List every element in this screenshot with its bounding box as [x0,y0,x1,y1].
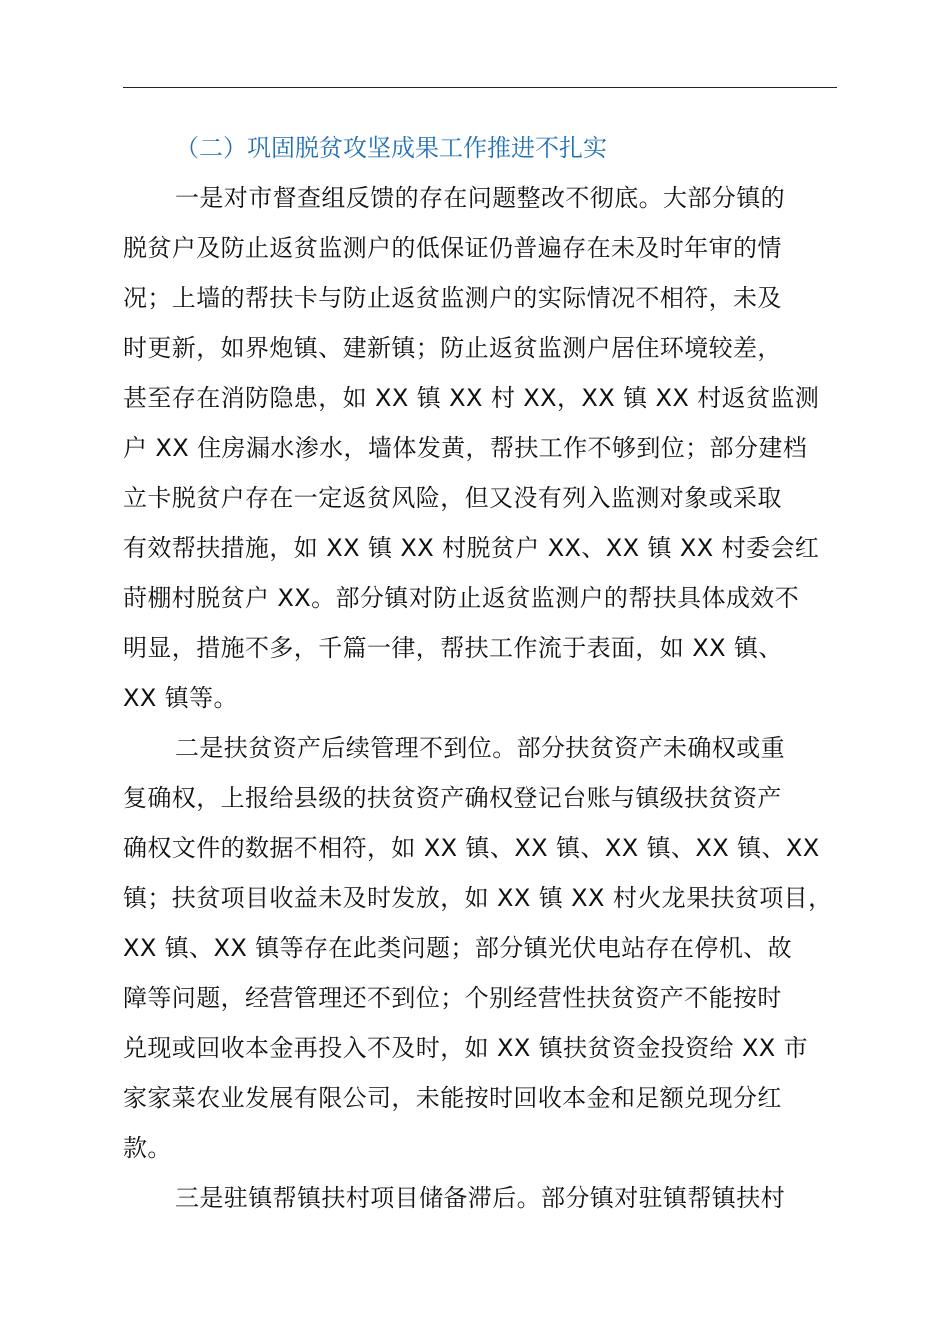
section-heading-text: （二）巩固脱贫攻坚成果工作推进不扎实 [175,134,607,162]
header-rule [123,87,837,88]
paragraph-1-line-5: 甚至存在消防隐患，如 XX 镇 XX 村 XX，XX 镇 XX 村返贫监测 [123,384,820,412]
paragraph-2-line-6: 障等问题，经营管理还不到位；个别经营性扶贫资产不能按时 [123,984,782,1012]
paragraph-2-line-7: 兑现或回收本金再投入不及时，如 XX 镇扶贫资金投资给 XX 市 [123,1034,809,1062]
paragraph-3-line-1: 三是驻镇帮镇扶村项目储备滞后。部分镇对驻镇帮镇扶村 [175,1184,785,1212]
paragraph-1-line-10: 明显，措施不多，千篇一律，帮扶工作流于表面，如 XX 镇、 [123,634,783,662]
paragraph-2-line-1: 二是扶贫资产后续管理不到位。部分扶贫资产未确权或重 [175,734,785,762]
paragraph-2-line-9: 款。 [123,1134,172,1162]
paragraph-2-line-4: 镇；扶贫项目收益未及时发放，如 XX 镇 XX 村火龙果扶贫项目， [123,884,833,912]
paragraph-1-line-2: 脱贫户及防止返贫监测户的低保证仍普遍存在未及时年审的情 [123,234,782,262]
paragraph-1-line-8: 有效帮扶措施，如 XX 镇 XX 村脱贫户 XX、XX 镇 XX 村委会红 [123,534,820,562]
paragraph-2-line-5: XX 镇、XX 镇等存在此类问题；部分镇光伏电站存在停机、故 [123,934,793,962]
paragraph-1-line-6: 户 XX 住房漏水渗水，墙体发黄，帮扶工作不够到位；部分建档 [123,434,808,462]
paragraph-1-line-1: 一是对市督查组反馈的存在问题整改不彻底。大部分镇的 [175,184,785,212]
paragraph-1-line-4: 时更新，如界炮镇、建新镇；防止返贫监测户居住环境较差， [123,334,782,362]
paragraph-2-line-2: 复确权，上报给县级的扶贫资产确权登记台账与镇级扶贫资产 [123,784,782,812]
section-heading [123,130,837,166]
paragraph-1-line-11: XX 镇等。 [123,684,238,712]
paragraph-1-line-7: 立卡脱贫户存在一定返贫风险，但又没有列入监测对象或采取 [123,484,782,512]
paragraph-2-line-8: 家家菜农业发展有限公司，未能按时回收本金和足额兑现分红 [123,1084,782,1112]
paragraph-2-line-3: 确权文件的数据不相符，如 XX 镇、XX 镇、XX 镇、XX 镇、XX [123,834,820,862]
paragraph-1-line-3: 况；上墙的帮扶卡与防止返贫监测户的实际情况不相符，未及 [123,284,782,312]
paragraph-1-line-9: 莳棚村脱贫户 XX。部分镇对防止返贫监测户的帮扶具体成效不 [123,584,800,612]
